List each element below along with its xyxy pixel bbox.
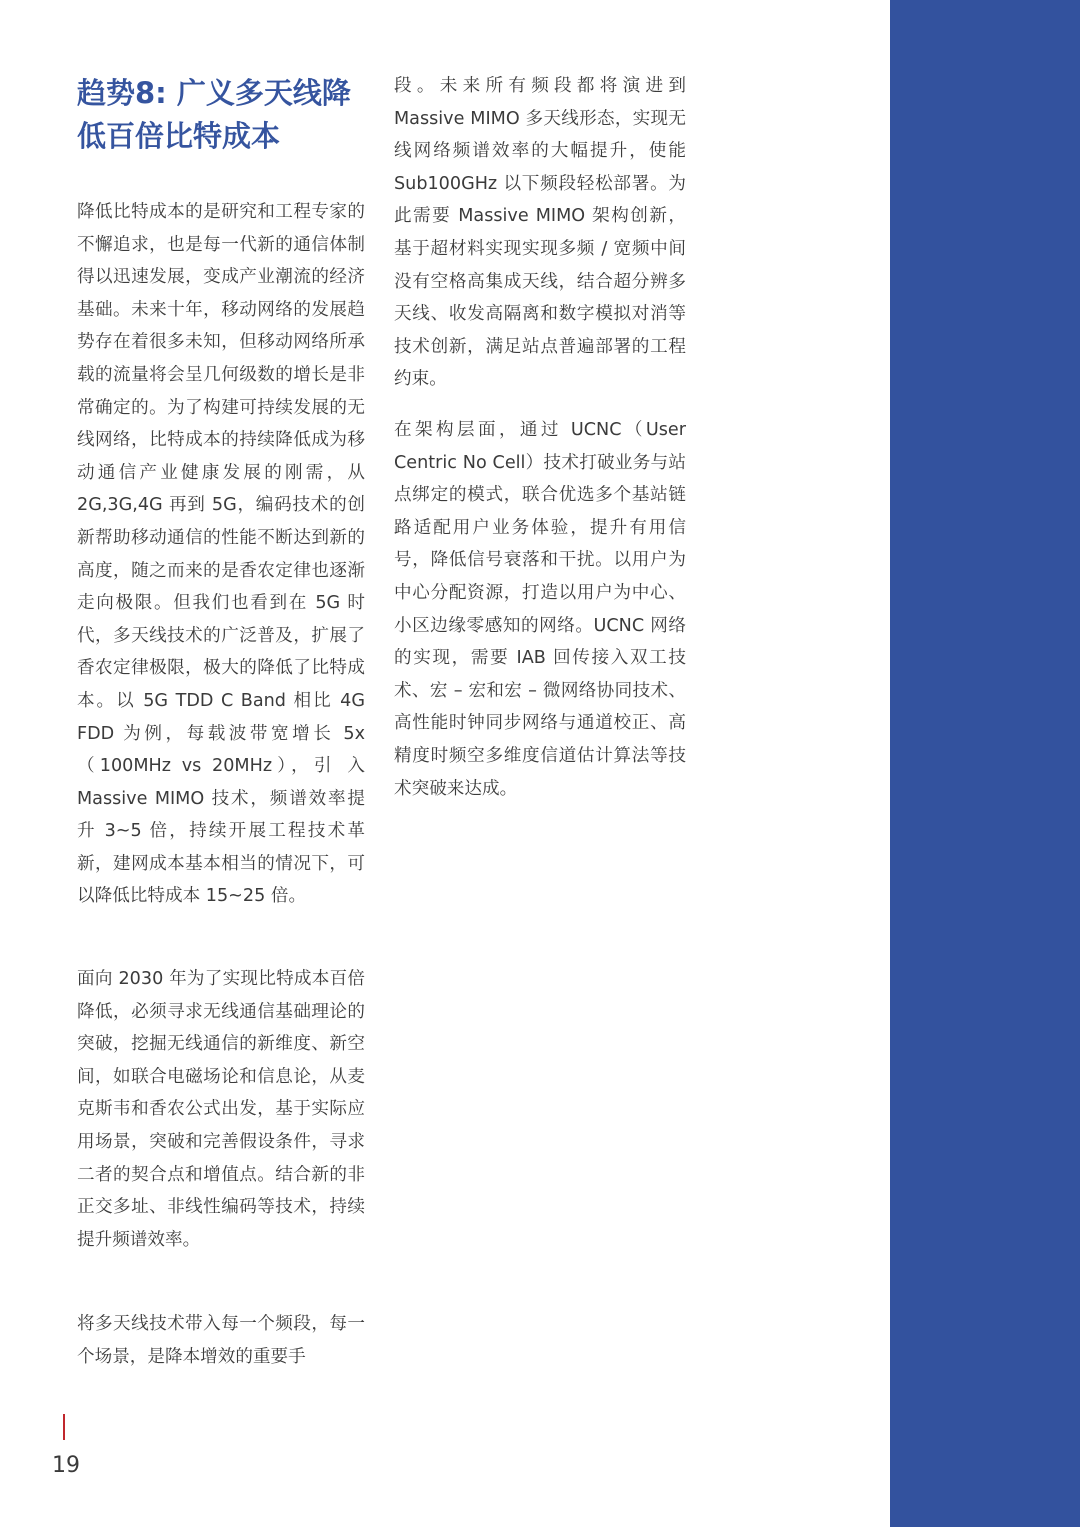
body-paragraph-4: 段。未来所有频段都将演进到 Massive MIMO 多天线形态，实现无线网络频谱效率的大幅提升，使能 Sub100GHz 以下频段轻松部署。为此需要 Massive MIMO 架构创新，基于超材料实现实现多频 / 宽频中间没有空格高集成天线，结合超分辨多天线、收发高隔离和数字模拟对消等技术创新，满足站点普遍部署的工程约束。 — [394, 76, 686, 390]
body-paragraph-2: 面向 2030 年为了实现比特成本百倍降低，必须寻求无线通信基础理论的突破，挖掘无线通信的新维度、新空间，如联合电磁场论和信息论，从麦克斯韦和香农公式出发，基于实际应用场景，突破和完善假设条件，寻求二者的契合点和增值点。结合新的非正交多址、非线性编码等技术，持续提升频谱效率。 — [77, 969, 365, 1250]
body-paragraph-5: 在架构层面，通过 UCNC（User Centric No Cell）技术打破业务与站点绑定的模式，联合优选多个基站链路适配用户业务体验，提升有用信号，降低信号衰落和干扰。以用户为中心分配资源，打造以用户为中心、小区边缘零感知的网络。UCNC 网络的实现，需要 IAB 回传接入双工技术、宏 – 宏和宏 – 微网络协同技术、高性能时钟同步网络与通道校正、高精度时频空多维度信道估计算法等技术突破来达成。 — [394, 420, 686, 799]
section-title: 趋势8: 广义多天线降低百倍比特成本 — [77, 76, 351, 153]
page-number: 19 — [52, 1453, 80, 1478]
page-number-marker — [63, 1414, 65, 1440]
body-paragraph-3: 将多天线技术带入每一个频段，每一个场景，是降本增效的重要手 — [77, 1314, 365, 1367]
body-paragraph-1: 降低比特成本的是研究和工程专家的不懈追求，也是每一代新的通信体制得以迅速发展，变成产业潮流的经济基础。未来十年，移动网络的发展趋势存在着很多未知，但移动网络所承载的流量将会呈几何级数的增长是非常确定的。为了构建可持续发展的无线网络，比特成本的持续降低成为移动通信产业健康发展的刚需，从 2G,3G,4G 再到 5G，编码技术的创新帮助移动通信的性能不断达到新的高度，随之而来的是香农定律也逐渐走向极限。但我们也看到在 5G 时代，多天线技术的广泛普及，扩展了香农定律极限，极大的降低了比特成本。以 5G TDD C Band 相比 4G FDD 为例，每载波带宽增长 5x（100MHz vs 20MHz），引 入 Massive MIMO 技术，频谱效率提升 3~5 倍，持续开展工程技术革新，建网成本基本相当的情况下，可以降低比特成本 15~25 倍。 — [77, 202, 365, 907]
side-color-band — [890, 0, 1080, 1527]
